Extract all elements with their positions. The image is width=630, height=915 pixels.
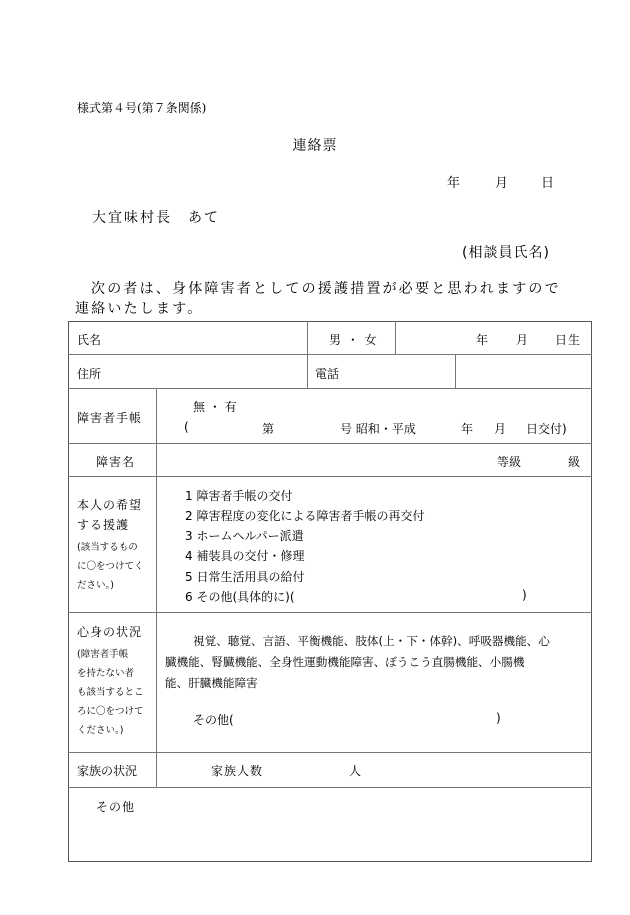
row-divider	[68, 443, 592, 444]
wish-label-1: 本人の希望	[77, 498, 143, 512]
disability-name-label: 障害名	[96, 455, 136, 469]
condition-note-5: ください。)	[77, 725, 124, 736]
wish-item: 1 障害者手帳の交付	[185, 489, 293, 503]
row-divider	[68, 612, 592, 613]
handbook-issued: 日交付)	[526, 422, 567, 436]
row-divider	[68, 787, 592, 788]
row-divider	[68, 354, 592, 355]
wish-item: 2 障害程度の変化による障害者手帳の再交付	[185, 509, 425, 523]
condition-note-4: ろに〇をつけて	[77, 706, 144, 717]
handbook-open-paren: (	[184, 420, 189, 434]
handbook-year: 年	[461, 422, 474, 436]
wish-item: 5 日常生活用具の給付	[185, 570, 305, 584]
condition-note-3: も該当するとこ	[77, 687, 144, 698]
handbook-month: 月	[494, 422, 507, 436]
name-label: 氏名	[77, 333, 102, 347]
wish-item: 3 ホームヘルパー派遣	[185, 529, 304, 543]
wish-note-2: に〇をつけてく	[77, 561, 144, 572]
disability-grade-unit: 級	[568, 455, 581, 469]
condition-line: 臓機能、腎臓機能、全身性運動機能障害、ぼうこう直腸機能、小腸機	[165, 655, 525, 669]
condition-note-2: を持たない者	[77, 668, 135, 679]
disability-grade-label: 等級	[497, 455, 522, 469]
form-table	[68, 321, 592, 862]
condition-line: 視覚、聴覚、言語、平衡機能、肢体(上・下・体幹)、呼吸器機能、心	[193, 634, 550, 648]
phone-label: 電話	[315, 367, 340, 381]
addressee: 大宜味村長 あて	[92, 210, 220, 226]
row-divider	[68, 476, 592, 477]
condition-line: 能、肝臓機能障害	[165, 676, 258, 690]
gender-options: 男 ・ 女	[329, 333, 378, 347]
condition-note-1: (障害者手帳	[77, 649, 129, 660]
form-number: 様式第４号(第７条関係)	[77, 101, 207, 115]
col-divider	[156, 388, 157, 787]
family-label: 家族の状況	[77, 764, 138, 778]
handbook-era: 号 昭和・平成	[340, 422, 416, 436]
wish-label-2: する援護	[77, 518, 130, 532]
counselor-name-label: (相談員氏名)	[462, 245, 550, 261]
handbook-label: 障害者手帳	[77, 411, 143, 425]
address-label: 住所	[77, 367, 102, 381]
handbook-number-prefix: 第	[262, 422, 275, 436]
other-label: その他	[96, 800, 136, 814]
wish-item: 6 その他(具体的に)(	[185, 590, 295, 604]
intro-line-1: 次の者は、身体障害者としての援護措置が必要と思われますので	[91, 281, 561, 297]
row-divider	[68, 752, 592, 753]
wish-note-3: ださい。)	[77, 580, 114, 591]
family-count-unit: 人	[349, 764, 362, 778]
condition-other: その他(	[193, 713, 234, 727]
date-year: 年	[447, 176, 461, 191]
wish-note-1: (該当するもの	[77, 542, 138, 553]
condition-label-1: 心身の状況	[77, 625, 143, 639]
date-day: 日	[541, 176, 555, 191]
wish-close-paren: )	[522, 588, 527, 602]
intro-line-2: 連絡いたします。	[75, 301, 204, 317]
family-count-label: 家族人数	[211, 764, 264, 778]
form-title: 連絡票	[292, 138, 338, 154]
row-divider	[68, 388, 592, 389]
wish-item: 4 補装具の交付・修理	[185, 549, 305, 563]
birth-year: 年	[476, 333, 489, 347]
date-month: 月	[495, 176, 509, 191]
condition-close-paren: )	[496, 711, 501, 725]
birth-month: 月	[516, 333, 529, 347]
col-divider	[307, 321, 308, 388]
birth-day: 日生	[555, 333, 582, 347]
handbook-status: 無 ・ 有	[193, 400, 237, 414]
col-divider	[395, 321, 396, 354]
col-divider	[455, 354, 456, 388]
